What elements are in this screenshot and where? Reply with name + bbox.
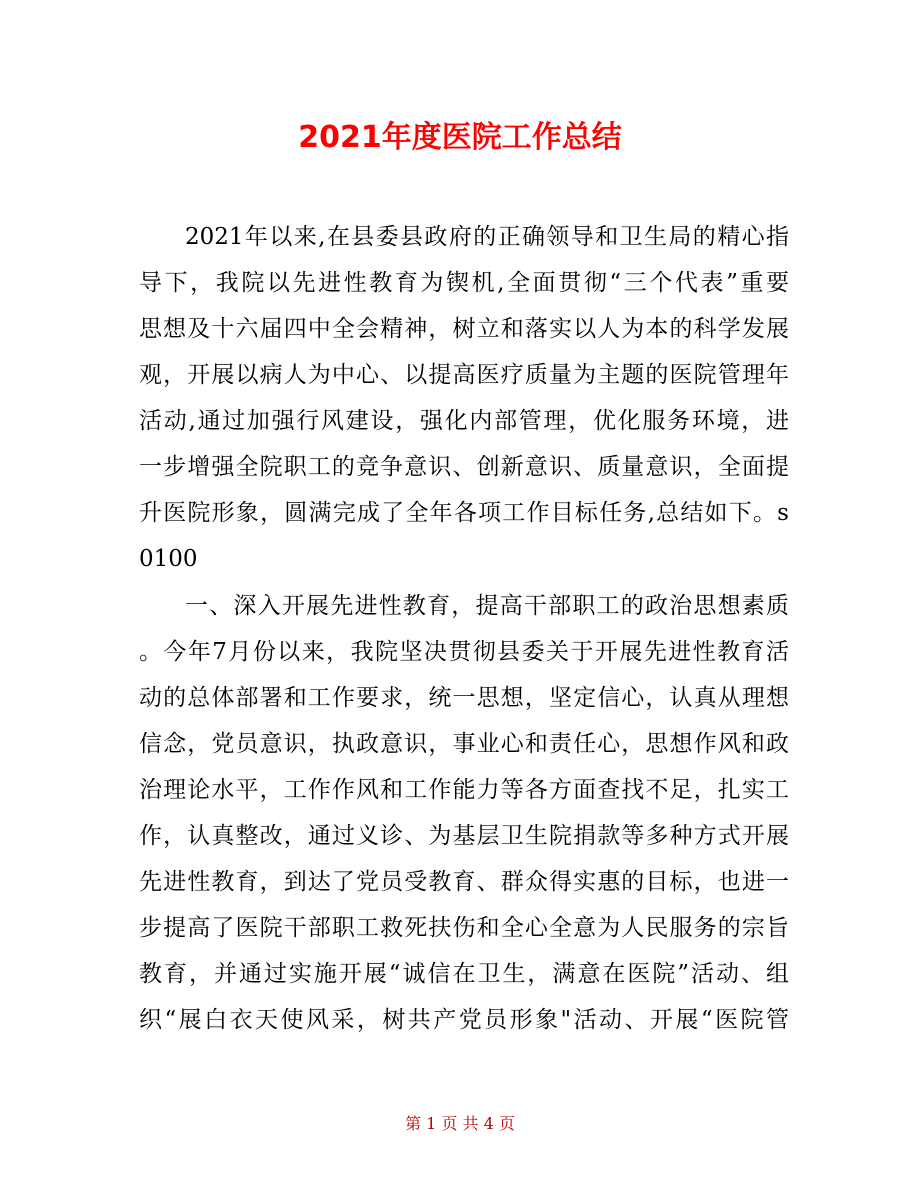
page-number-footer: 第 1 页 共 4 页 [405,1114,515,1133]
paragraph-2-line-3: 动的总体部署和工作要求，统一思想，坚定信心，认真从理想 [139,685,789,711]
paragraph-2-line-7: 先进性教育，到达了党员受教育、群众得实惠的目标，也进一 [139,869,789,895]
paragraph-1-line-7: 升医院形象，圆满完成了全年各项工作目标任务,总结如下。s [139,500,789,526]
paragraph-1-line-3: 思想及十六届四中全会精神，树立和落实以人为本的科学发展 [139,316,789,342]
paragraph-1-line-4: 观，开展以病人为中心、以提高医疗质量为主题的医院管理年 [139,362,789,388]
paragraph-2-line-4: 信念，党员意识，执政意识，事业心和责任心，思想作风和政 [139,731,789,757]
paragraph-2-line-5: 治理论水平，工作作风和工作能力等各方面查找不足，扎实工 [139,777,789,803]
paragraph-2-line-1: 一、深入开展先进性教育，提高干部职工的政治思想素质 [185,593,789,619]
paragraph-2-line-6: 作，认真整改，通过义诊、为基层卫生院捐款等多种方式开展 [139,823,789,849]
paragraph-2-line-9: 教育，并通过实施开展“诚信在卫生，满意在医院”活动、组 [139,961,789,987]
paragraph-1-line-8: 0100 [139,546,198,572]
paragraph-1-line-5: 活动,通过加强行风建设，强化内部管理，优化服务环境，进 [139,408,789,434]
paragraph-1-line-2: 导下，我院以先进性教育为锲机,全面贯彻“三个代表”重要 [139,270,789,296]
paragraph-1-line-6: 一步增强全院职工的竞争意识、创新意识、质量意识，全面提 [139,454,789,480]
paragraph-2-line-2: 。今年7月份以来，我院坚决贯彻县委关于开展先进性教育活 [139,639,789,665]
document-title: 2021年度医院工作总结 [298,120,622,155]
paragraph-2-line-10: 织“展白衣天使风采，树共产党员形象"活动、开展“医院管 [139,1007,789,1033]
paragraph-1-line-1: 2021年以来,在县委县政府的正确领导和卫生局的精心指 [185,224,789,250]
paragraph-2-line-8: 步提高了医院干部职工救死扶伤和全心全意为人民服务的宗旨 [139,915,789,941]
